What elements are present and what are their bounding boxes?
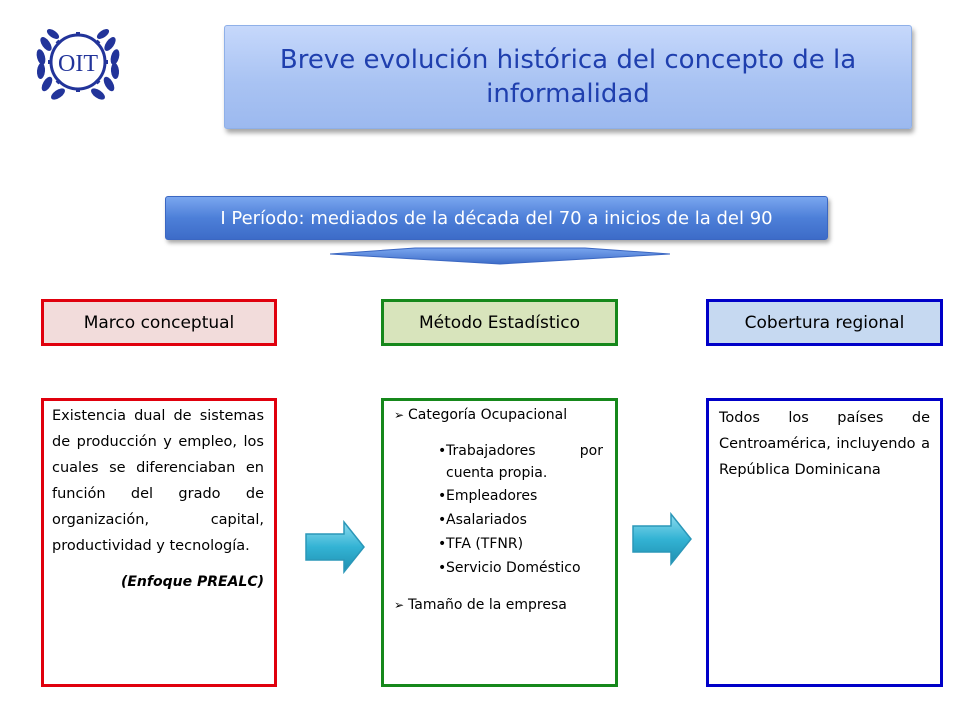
- arrow-bullet-icon: ➢: [394, 598, 405, 612]
- period-banner: [165, 196, 828, 240]
- marco-paragraph: Existencia dual de sistemas de producción y empleo, los cuales se diferenciaban en función del grado de organización, capital, productividad y tecnología.: [52, 408, 264, 554]
- right-arrow-icon: [631, 512, 693, 566]
- right-arrow-icon: [304, 520, 366, 574]
- ilo-logo: [30, 14, 126, 110]
- marco-conceptual-box: [41, 398, 277, 687]
- list-item: • Asalariados: [438, 508, 603, 532]
- header-metodo-label: Método Estadístico: [419, 312, 580, 333]
- list-item: • Servicio Doméstico: [438, 556, 603, 580]
- logo-text: OIT: [58, 51, 98, 77]
- category-label: Categoría Ocupacional: [408, 407, 568, 423]
- cobertura-text: Todos los países de Centroamérica, incluyendo a República Dominicana: [719, 410, 930, 478]
- list-item: • Empleadores: [438, 484, 603, 508]
- header-marco-label: Marco conceptual: [83, 312, 235, 333]
- category-sublist: [438, 440, 603, 580]
- cobertura-regional-box: [706, 398, 943, 687]
- period-label: I Período: mediados de la década del 70 a inicios de la del 90: [220, 207, 773, 229]
- down-arrow-icon: [330, 238, 670, 266]
- header-marco-conceptual: [41, 299, 277, 346]
- size-item: [394, 594, 603, 616]
- header-cobertura-label: Cobertura regional: [744, 312, 905, 333]
- list-item: • TFA (TFNR): [438, 532, 603, 556]
- marco-note: (Enfoque PREALC): [120, 574, 264, 590]
- arrow-bullet-icon: ➢: [394, 408, 405, 422]
- metodo-estadistico-box: [381, 398, 618, 687]
- title-box: [224, 25, 912, 129]
- size-label: Tamaño de la empresa: [408, 597, 567, 613]
- list-item: • Trabajadores por cuenta propia.: [438, 440, 603, 484]
- header-cobertura-regional: [706, 299, 943, 346]
- page-title: Breve evolución histórica del concepto de la informalidad: [279, 45, 857, 109]
- category-item: [394, 404, 603, 426]
- ilo-logo-icon: [30, 14, 126, 110]
- header-metodo-estadistico: [381, 299, 618, 346]
